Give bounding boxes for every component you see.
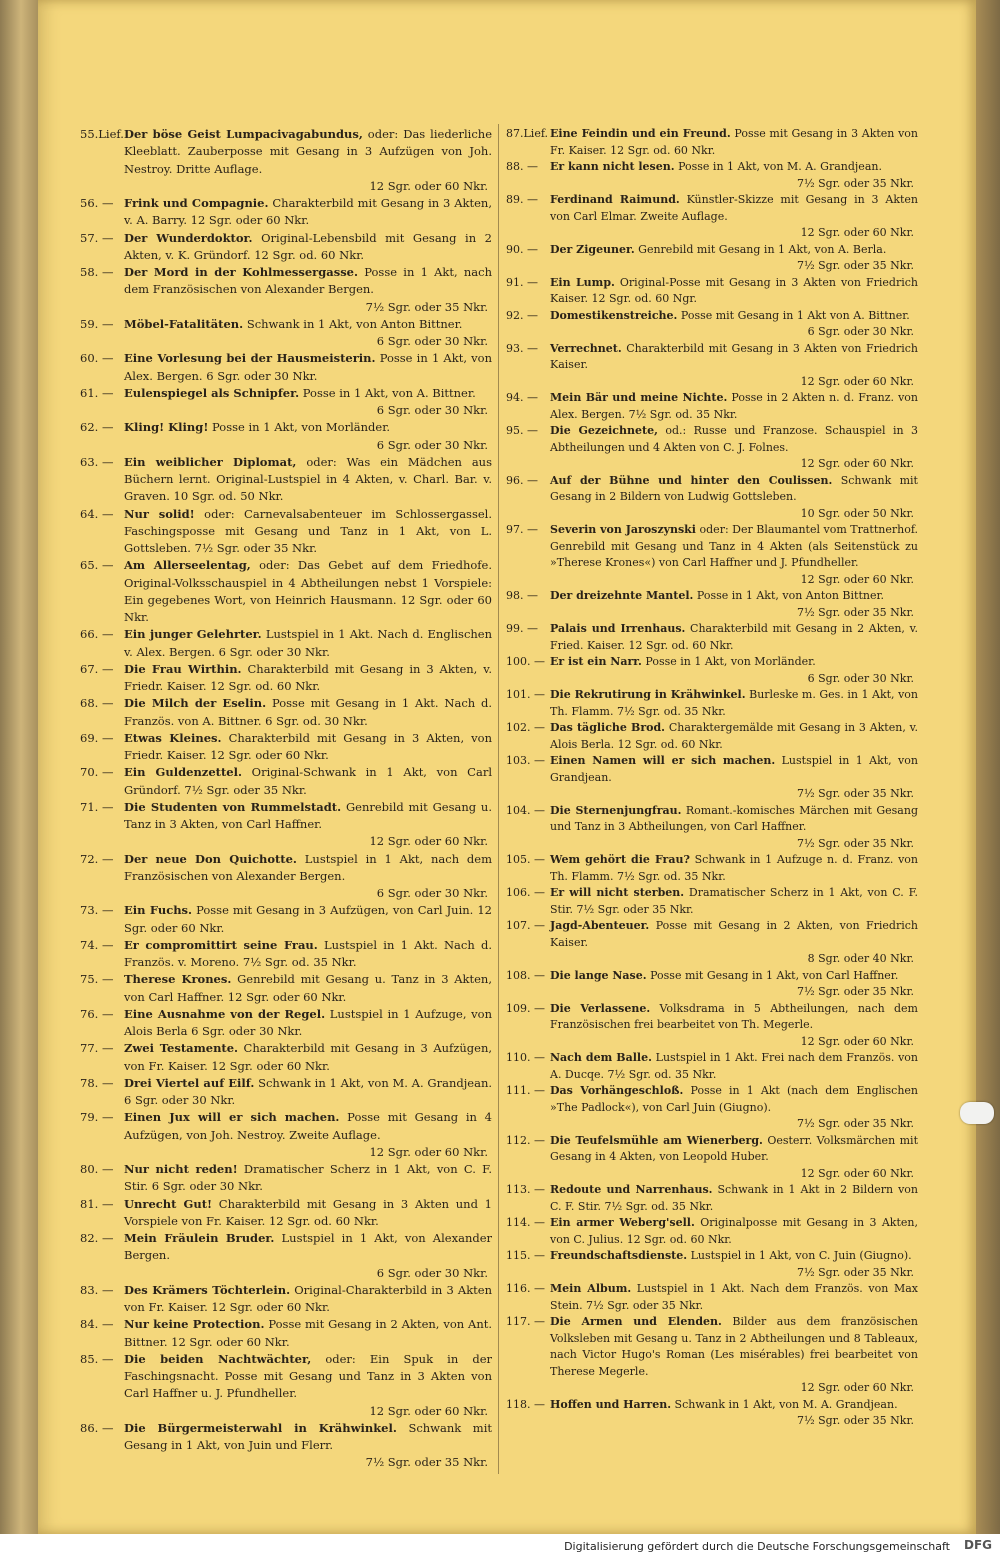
- entry-number: 101. —: [506, 688, 545, 701]
- entry-price: 8 Sgr. oder 40 Nkr.: [807, 952, 914, 965]
- entry-price: 7½ Sgr. oder 35 Nkr.: [796, 985, 914, 998]
- entry-number: 112. —: [506, 1133, 545, 1147]
- entry-number: 91. —: [506, 275, 538, 289]
- entry-price: 12 Sgr. oder 60 Nkr.: [369, 178, 488, 193]
- catalogue-entry: [506, 473, 918, 523]
- entry-description: Schwank in 1 Aufzuge n. d. Franz. von Th. Flamm. 7½ Sgr. od. 35 Nkr.: [550, 853, 919, 883]
- left-column: [80, 126, 492, 1472]
- entry-number: 118. —: [506, 1397, 545, 1411]
- catalogue-entry: [80, 799, 492, 851]
- entry-price: 6 Sgr. oder 30 Nkr.: [376, 886, 488, 900]
- entry-number: 58. —: [80, 265, 114, 279]
- catalogue-entry: [506, 1083, 918, 1133]
- entry-title: Er ist ein Narr.: [550, 655, 642, 668]
- entry-number: 108. —: [506, 968, 545, 982]
- catalogue-entry: [506, 159, 918, 192]
- entry-description: Lustspiel in 1 Akt, nach dem Französischen von Alexander Bergen.: [124, 851, 493, 883]
- right-column: [506, 126, 918, 1430]
- entry-price: 7½ Sgr. oder 35 Nkr.: [796, 787, 914, 800]
- entry-title: Die Bürgermeisterwahl in Krähwinkel.: [124, 1420, 397, 1435]
- entry-description: Schwank in 1 Akt, von M. A. Grandjean. 6 Sgr. oder 30 Nkr.: [124, 1075, 493, 1107]
- entry-number: 109. —: [506, 1001, 545, 1015]
- entry-title: Der Wunderdoktor.: [124, 230, 253, 245]
- entry-price: 6 Sgr. oder 30 Nkr.: [376, 1265, 488, 1280]
- entry-number: 81. —: [80, 1196, 114, 1211]
- entry-description: Dramatischer Scherz in 1 Akt, von C. F. Stir. 7½ Sgr. oder 35 Nkr.: [550, 886, 919, 916]
- entry-title: Die Sternenjungfrau.: [550, 803, 682, 817]
- entry-price: 6 Sgr. oder 30 Nkr.: [376, 403, 488, 417]
- entry-title: Die beiden Nachtwächter,: [124, 1351, 312, 1366]
- entry-description: Posse mit Gesang in 3 Akten von Fr. Kaiser. 12 Sgr. od. 60 Nkr.: [550, 127, 918, 157]
- entry-number: 60. —: [80, 351, 114, 366]
- entry-description: Original-Schwank in 1 Akt, von Carl Gründorf. 7½ Sgr. oder 35 Nkr.: [124, 765, 493, 797]
- catalogue-entry: [506, 687, 918, 720]
- entry-number: 75. —: [80, 972, 114, 987]
- entry-number: 61. —: [80, 385, 114, 400]
- entry-description: Schwank mit Gesang in 2 Bildern von Ludwig Gottsleben.: [550, 473, 918, 503]
- page-right-edge: [976, 0, 1000, 1534]
- entry-description: Lustspiel in 1 Akt, von Alexander Bergen.: [124, 1231, 493, 1263]
- entry-number: 111. —: [506, 1084, 545, 1097]
- entry-description: Lustspiel in 1 Akt. Nach d. Englischen v. Alex. Bergen. 6 Sgr. oder 30 Nkr.: [124, 627, 493, 659]
- entry-price: 6 Sgr. oder 30 Nkr.: [376, 334, 488, 348]
- entry-number: 59. —: [80, 316, 114, 331]
- entry-number: 88. —: [506, 160, 538, 173]
- entry-title: Die lange Nase.: [550, 968, 647, 982]
- entry-description: oder: Ein Spuk in der Faschingsnacht. Posse mit Gesang und Tanz in 3 Akten von Carl Haffner u. J. Pfundheller.: [124, 1351, 492, 1401]
- entry-description: Original-Posse mit Gesang in 3 Akten von Friedrich Kaiser. 12 Sgr. od. 60 Ngr.: [550, 275, 918, 305]
- entry-description: oder: Was ein Mädchen aus Büchern lernt. Original-Lustspiel in 4 Akten, v. Charl. Bar. v. Graven. 10 Sgr. od. 50 Nkr.: [124, 454, 492, 504]
- entry-price: 10 Sgr. oder 50 Nkr.: [800, 506, 914, 520]
- entry-title: Der dreizehnte Mantel.: [550, 589, 694, 602]
- entry-number: 117. —: [506, 1315, 545, 1328]
- entry-description: Posse mit Gesang in 2 Akten, von Friedrich Kaiser.: [550, 919, 918, 949]
- entry-description: Charakterbild mit Gesang in 3 Akten, v. Friedr. Kaiser. 12 Sgr. od. 60 Nkr.: [124, 661, 493, 693]
- entry-title: Mein Bär und meine Nichte.: [550, 391, 728, 404]
- entry-title: Die Gezeichnete,: [550, 424, 658, 437]
- entry-description: Lustspiel in 1 Akt. Nach d. Französ. v. Moreno. 7½ Sgr. od. 35 Nkr.: [124, 937, 492, 969]
- entry-description: Posse in 1 Akt (nach dem Englischen »The Padlock«), von Carl Juin (Giugno).: [550, 1084, 919, 1114]
- entry-title: Ferdinand Raimund.: [550, 193, 680, 206]
- entry-number: 69. —: [80, 730, 114, 745]
- entry-title: Die Teufelsmühle am Wienerberg.: [550, 1133, 763, 1147]
- entry-description: Charakterbild mit Gesang in 2 Akten, v. Fried. Kaiser. 12 Sgr. od. 60 Nkr.: [550, 622, 919, 652]
- entry-description: Posse in 1 Akt, von A. Bittner.: [302, 385, 476, 400]
- entry-number: 97. —: [506, 523, 538, 536]
- catalogue-entry: [506, 341, 918, 391]
- entry-title: Ein Fuchs.: [124, 903, 193, 918]
- catalogue-entry: [506, 588, 918, 621]
- entry-title: Der böse Geist Lumpacivagabundus,: [124, 127, 363, 141]
- catalogue-entry: [80, 971, 492, 1006]
- entry-price: 7½ Sgr. oder 35 Nkr.: [365, 299, 488, 314]
- entry-description: Oesterr. Volksmärchen mit Gesang in 4 Akten, von Leopold Huber.: [550, 1133, 918, 1163]
- entry-title: Einen Namen will er sich machen.: [550, 754, 776, 767]
- entry-description: Dramatischer Scherz in 1 Akt, von C. F. Stir. 6 Sgr. oder 30 Nkr.: [124, 1162, 493, 1194]
- entry-title: Eine Feindin und ein Freund.: [550, 127, 731, 140]
- catalogue-entry: [80, 937, 492, 972]
- entry-title: Des Krämers Töchterlein.: [124, 1282, 291, 1297]
- footer-credit: Digitalisierung gefördert durch die Deutsche Forschungsgemeinschaft: [564, 1540, 950, 1553]
- catalogue-entry: [80, 1316, 492, 1351]
- catalogue-entry: [80, 230, 492, 265]
- entry-description: Schwank mit Gesang in 1 Akt, von Juin und Flerr.: [124, 1420, 492, 1452]
- entry-title: Eulenspiegel als Schnipfer.: [124, 385, 300, 400]
- entry-title: Die Studenten von Rummelstadt.: [124, 799, 342, 814]
- entry-number: 56. —: [80, 196, 114, 210]
- entry-title: Wem gehört die Frau?: [550, 853, 690, 866]
- catalogue-entry: [80, 1109, 492, 1161]
- entry-number: 104. —: [506, 803, 545, 817]
- entry-number: 103. —: [506, 754, 545, 767]
- entry-title: Therese Krones.: [124, 972, 232, 987]
- catalogue-entry: [506, 852, 918, 885]
- catalogue-entry: [80, 1040, 492, 1075]
- entry-number: 68. —: [80, 696, 114, 711]
- entry-description: Posse in 1 Akt, nach dem Französischen von Alexander Bergen.: [124, 265, 492, 297]
- catalogue-entry: [506, 1248, 918, 1281]
- entry-number: 63. —: [80, 454, 114, 469]
- entry-price: 12 Sgr. oder 60 Nkr.: [800, 1034, 914, 1048]
- entry-title: Hoffen und Harren.: [550, 1397, 672, 1411]
- entry-title: Er kann nicht lesen.: [550, 160, 675, 173]
- entry-description: oder: Carnevalsabenteuer im Schlossergassel. Faschingsposse mit Gesang und Tanz in 1 Akt, von L. Gottsleben. 7½ Sgr. oder 35 Nkr.: [124, 506, 492, 555]
- entry-price: 12 Sgr. oder 60 Nkr.: [800, 457, 914, 470]
- entry-description: Schwank in 1 Akt in 2 Bildern von C. F. Stir. 7½ Sgr. od. 35 Nkr.: [550, 1183, 918, 1213]
- catalogue-entry: [506, 1050, 918, 1083]
- entry-number: 80. —: [80, 1162, 114, 1176]
- catalogue-entry: [506, 918, 918, 968]
- catalogue-entry: [506, 1215, 918, 1248]
- entry-title: Palais und Irrenhaus.: [550, 622, 686, 635]
- entry-number: 106. —: [506, 886, 545, 899]
- entry-price: 7½ Sgr. oder 35 Nkr.: [365, 1455, 488, 1470]
- entry-title: Eine Vorlesung bei der Hausmeisterin.: [124, 351, 376, 366]
- catalogue-entry: [506, 1281, 918, 1314]
- entry-price: 7½ Sgr. oder 35 Nkr.: [796, 605, 914, 619]
- catalogue-entry: [506, 1182, 918, 1215]
- catalogue-entry: [506, 390, 918, 423]
- entry-number: 85. —: [80, 1351, 114, 1366]
- entry-description: Lustspiel in 1 Akt. Nach dem Französ. von Max Stein. 7½ Sgr. oder 35 Nkr.: [550, 1282, 918, 1312]
- entry-title: Ein Guldenzettel.: [124, 765, 242, 780]
- entry-description: Posse in 1 Akt, von Morländer.: [212, 420, 391, 435]
- column-divider: [498, 124, 499, 1474]
- entry-title: Nur solid!: [124, 506, 195, 521]
- entry-number: 67. —: [80, 661, 114, 676]
- entry-description: Posse mit Gesang in 1 Akt, von Carl Haffner.: [650, 968, 899, 982]
- entry-number: 62. —: [80, 420, 114, 435]
- entry-number: 96. —: [506, 473, 538, 487]
- entry-description: Charakterbild mit Gesang in 3 Akten von Friedrich Kaiser.: [550, 341, 919, 371]
- entry-price: 7½ Sgr. oder 35 Nkr.: [796, 1265, 914, 1279]
- entry-price: 6 Sgr. oder 30 Nkr.: [376, 437, 488, 452]
- entry-title: Die Frau Wirthin.: [124, 661, 242, 676]
- entry-price: 12 Sgr. oder 60 Nkr.: [369, 834, 488, 849]
- entry-number: 93. —: [506, 341, 538, 355]
- entry-number: 57. —: [80, 230, 114, 245]
- entry-price: 7½ Sgr. oder 35 Nkr.: [796, 836, 914, 850]
- catalogue-entry: [80, 1161, 492, 1196]
- entry-description: od.: Russe und Franzose. Schauspiel in 3 Abtheilungen und 4 Akten von C. J. Folnes.: [550, 424, 919, 454]
- entry-price: 12 Sgr. oder 60 Nkr.: [800, 226, 914, 239]
- entry-title: Zwei Testamente.: [124, 1041, 239, 1056]
- entry-description: Charakterbild mit Gesang in 3 Akten, von Friedr. Kaiser. 12 Sgr. oder 60 Nkr.: [124, 730, 492, 762]
- catalogue-entry: [80, 264, 492, 316]
- entry-title: Domestikenstreiche.: [550, 308, 678, 322]
- entry-number: 105. —: [506, 853, 545, 866]
- entry-title: Einen Jux will er sich machen.: [124, 1110, 340, 1125]
- entry-number: 102. —: [506, 721, 545, 734]
- entry-description: oder: Das liederliche Kleeblatt. Zauberposse mit Gesang in 3 Aufzügen von Joh. Nestroy. Dritte Auflage.: [124, 127, 492, 176]
- catalogue-entry: [80, 695, 492, 730]
- entry-title: Die Milch der Eselin.: [124, 696, 267, 711]
- catalogue-entry: [506, 308, 918, 341]
- catalogue-entry: [506, 1001, 918, 1051]
- entry-number: 78. —: [80, 1075, 114, 1090]
- catalogue-entry: [80, 1351, 492, 1420]
- catalogue-entry: [80, 764, 492, 799]
- entry-description: Volksdrama in 5 Abtheilungen, nach dem Französischen frei bearbeitet von Th. Megerle.: [550, 1001, 918, 1031]
- catalogue-entry: [80, 419, 492, 454]
- catalogue-entry: [80, 626, 492, 661]
- entry-title: Unrecht Gut!: [124, 1196, 213, 1211]
- entry-price: 12 Sgr. oder 60 Nkr.: [800, 572, 914, 586]
- entry-description: Genrebild mit Gesang u. Tanz in 3 Akten, von Carl Haffner. 12 Sgr. oder 60 Nkr.: [124, 972, 492, 1004]
- entry-title: Jagd-Abenteuer.: [550, 919, 650, 932]
- catalogue-entry: [80, 316, 492, 351]
- entry-description: Romant.-komisches Märchen mit Gesang und Tanz in 3 Abtheilungen, von Carl Haffner.: [550, 803, 918, 833]
- entry-number: 84. —: [80, 1317, 114, 1332]
- entry-title: Er will nicht sterben.: [550, 886, 685, 899]
- entry-description: Lustspiel in 1 Akt, von C. Juin (Giugno).: [690, 1249, 912, 1262]
- catalogue-entry: [80, 902, 492, 937]
- catalogue-entry: [80, 506, 492, 558]
- catalogue-entry: [80, 557, 492, 626]
- entry-number: 55.Lief.: [80, 127, 124, 141]
- entry-description: Posse in 1 Akt, von Morländer.: [645, 655, 816, 668]
- entry-number: 70. —: [80, 765, 114, 780]
- entry-title: Redoute und Narrenhaus.: [550, 1183, 713, 1196]
- entry-title: Nur keine Protection.: [124, 1317, 265, 1332]
- catalogue-entry: [80, 1282, 492, 1317]
- entry-description: Posse mit Gesang in 1 Akt von A. Bittner.: [680, 308, 910, 322]
- entry-description: Original-Charakterbild in 3 Akten von Fr. Kaiser. 12 Sgr. oder 60 Nkr.: [124, 1282, 493, 1314]
- entry-description: Posse in 2 Akten n. d. Franz. von Alex. Bergen. 7½ Sgr. od. 35 Nkr.: [550, 391, 919, 421]
- book-spine-edge: [0, 0, 38, 1560]
- catalogue-entry: [506, 1133, 918, 1183]
- entry-title: Das tägliche Brod.: [550, 721, 666, 734]
- entry-number: 82. —: [80, 1231, 114, 1245]
- entry-number: 99. —: [506, 622, 538, 635]
- entry-title: Der Mord in der Kohlmessergasse.: [124, 265, 358, 279]
- entry-number: 71. —: [80, 799, 114, 814]
- entry-price: 12 Sgr. oder 60 Nkr.: [369, 1403, 488, 1418]
- entry-description: Lustspiel in 1 Akt, von Grandjean.: [550, 754, 918, 784]
- entry-title: Mein Fräulein Bruder.: [124, 1231, 275, 1245]
- entry-title: Er compromittirt seine Frau.: [124, 937, 318, 952]
- entry-number: 72. —: [80, 851, 114, 866]
- entry-title: Drei Viertel auf Eilf.: [124, 1075, 255, 1090]
- catalogue-entry: [506, 275, 918, 308]
- entry-number: 95. —: [506, 424, 538, 437]
- catalogue-entry: [506, 753, 918, 803]
- catalogue-entry: [506, 522, 918, 588]
- catalogue-entry: [80, 851, 492, 903]
- entry-price: 12 Sgr. oder 60 Nkr.: [369, 1144, 488, 1159]
- catalogue-entry: [80, 1075, 492, 1110]
- catalogue-entry: [506, 654, 918, 687]
- entry-description: oder: Das Gebet auf dem Friedhofe. Original-Volksschauspiel in 4 Abtheilungen nebst 1 Vorspiele: Ein gegebenes Wort, von Heinrich Hausmann. 12 Sgr. oder 60 Nkr.: [124, 558, 492, 624]
- entry-description: oder: Der Blaumantel vom Trattnerhof. Genrebild mit Gesang und Tanz in 4 Akten (als Seitenstück zu »Therese Krones«) von Carl Haffner und J. Pfundheller.: [550, 523, 919, 569]
- entry-number: 94. —: [506, 391, 538, 404]
- entry-number: 115. —: [506, 1249, 545, 1262]
- entry-title: Ein weiblicher Diplomat,: [124, 454, 297, 469]
- catalogue-entry: [506, 126, 918, 159]
- catalogue-entry: [80, 661, 492, 696]
- entry-number: 116. —: [506, 1282, 545, 1295]
- entry-number: 110. —: [506, 1051, 545, 1064]
- entry-number: 74. —: [80, 937, 114, 952]
- entry-number: 98. —: [506, 589, 538, 602]
- entry-title: Kling! Kling!: [124, 420, 209, 435]
- entry-title: Verrechnet.: [550, 341, 622, 355]
- entry-description: Posse in 1 Akt, von M. A. Grandjean.: [678, 160, 882, 173]
- entry-number: 83. —: [80, 1282, 114, 1297]
- entry-title: Möbel-Fatalitäten.: [124, 316, 244, 331]
- entry-number: 64. —: [80, 506, 114, 521]
- entry-description: Charakterbild mit Gesang in 3 Akten und 1 Vorspiele von Fr. Kaiser. 12 Sgr. od. 60 Nkr.: [124, 1196, 492, 1228]
- entry-title: Auf der Bühne und hinter den Coulissen.: [550, 473, 833, 487]
- entry-description: Posse mit Gesang in 4 Aufzügen, von Joh. Nestroy. Zweite Auflage.: [124, 1110, 492, 1142]
- catalogue-entry: [80, 1420, 492, 1472]
- entry-description: Schwank in 1 Akt, von M. A. Grandjean.: [674, 1397, 898, 1411]
- catalogue-entry: [80, 730, 492, 765]
- entry-title: Frink und Compagnie.: [124, 196, 269, 210]
- entry-number: 66. —: [80, 627, 114, 642]
- entry-description: Lustspiel in 1 Akt. Frei nach dem Französ. von A. Ducqe. 7½ Sgr. od. 35 Nkr.: [550, 1051, 918, 1081]
- entry-number: 65. —: [80, 558, 114, 573]
- entry-number: 79. —: [80, 1110, 114, 1125]
- catalogue-entry: [80, 1006, 492, 1041]
- entry-title: Etwas Kleines.: [124, 730, 222, 745]
- entry-description: Bilder aus dem französischen Volksleben mit Gesang u. Tanz in 2 Abtheilungen und 8 Tableaux, nach Victor Hugo's Roman (Les misérables) frei bearbeitet von Therese Megerle.: [550, 1315, 919, 1378]
- entry-title: Ein Lump.: [550, 275, 615, 289]
- entry-description: Original-Lebensbild mit Gesang in 2 Akten, v. K. Gründorf. 12 Sgr. od. 60 Nkr.: [124, 230, 492, 262]
- entry-description: Lustspiel in 1 Aufzuge, von Alois Berla 6 Sgr. oder 30 Nkr.: [124, 1006, 492, 1038]
- entry-number: 87.Lief.: [506, 127, 549, 140]
- entry-description: Schwank in 1 Akt, von Anton Bittner.: [246, 316, 463, 331]
- entry-number: 113. —: [506, 1183, 545, 1196]
- entry-price: 6 Sgr. oder 30 Nkr.: [807, 325, 914, 338]
- entry-price: 12 Sgr. oder 60 Nkr.: [800, 1166, 914, 1180]
- entry-description: Posse mit Gesang in 2 Akten, von Ant. Bittner. 12 Sgr. oder 60 Nkr.: [124, 1317, 493, 1349]
- entry-number: 76. —: [80, 1006, 114, 1021]
- catalogue-entry: [80, 350, 492, 385]
- catalogue-entry: [80, 454, 492, 506]
- bookmark-tab: [960, 1102, 994, 1124]
- catalogue-entry: [506, 621, 918, 654]
- catalogue-entry: [506, 1397, 918, 1430]
- entry-title: Die Rekrutirung in Krähwinkel.: [550, 688, 746, 701]
- entry-description: Genrebild mit Gesang in 1 Akt, von A. Berla.: [638, 242, 887, 256]
- catalogue-entry: [80, 385, 492, 420]
- entry-title: Nach dem Balle.: [550, 1051, 652, 1064]
- entry-title: Ein armer Weberg'sell.: [550, 1216, 695, 1229]
- entry-number: 92. —: [506, 308, 538, 322]
- entry-title: Mein Album.: [550, 1282, 632, 1295]
- entry-price: 6 Sgr. oder 30 Nkr.: [807, 671, 914, 685]
- catalogue-entry: [506, 192, 918, 242]
- entry-title: Der neue Don Quichotte.: [124, 851, 297, 866]
- entry-title: Am Allerseelentag,: [124, 558, 251, 573]
- entry-title: Eine Ausnahme von der Regel.: [124, 1006, 326, 1021]
- catalogue-entry: [80, 126, 492, 195]
- entry-description: Charakterbild mit Gesang in 3 Aufzügen, von Fr. Kaiser. 12 Sgr. oder 60 Nkr.: [124, 1041, 492, 1073]
- entry-description: Posse mit Gesang in 3 Aufzügen, von Carl Juin. 12 Sgr. oder 60 Nkr.: [124, 903, 492, 935]
- entry-price: 12 Sgr. oder 60 Nkr.: [800, 374, 914, 388]
- entry-title: Ein junger Gelehrter.: [124, 627, 262, 642]
- entry-title: Das Vorhängeschloß.: [550, 1084, 684, 1097]
- entry-title: Die Armen und Elenden.: [550, 1315, 722, 1328]
- entry-title: Nur nicht reden!: [124, 1162, 238, 1176]
- catalogue-entry: [506, 885, 918, 918]
- entry-price: 7½ Sgr. oder 35 Nkr.: [796, 259, 914, 272]
- catalogue-entry: [80, 1196, 492, 1231]
- entry-description: Künstler-Skizze mit Gesang in 3 Akten von Carl Elmar. Zweite Auflage.: [550, 193, 918, 223]
- entry-price: 7½ Sgr. oder 35 Nkr.: [796, 1117, 914, 1130]
- catalogue-entry: [506, 1314, 918, 1397]
- catalogue-entry: [80, 195, 492, 230]
- catalogue-entry: [506, 720, 918, 753]
- catalogue-entry: [506, 803, 918, 853]
- entry-title: Severin von Jaroszynski: [550, 523, 696, 536]
- entry-description: Posse in 1 Akt, von Anton Bittner.: [696, 589, 885, 602]
- entry-price: 12 Sgr. oder 60 Nkr.: [800, 1381, 914, 1394]
- catalogue-entry: [506, 968, 918, 1001]
- entry-number: 77. —: [80, 1041, 114, 1056]
- entry-title: Die Verlassene.: [550, 1001, 651, 1015]
- entry-price: 7½ Sgr. oder 35 Nkr.: [796, 1414, 914, 1427]
- entry-description: Charakterbild mit Gesang in 3 Akten, v. A. Barry. 12 Sgr. oder 60 Nkr.: [124, 196, 492, 228]
- entry-description: Charaktergemälde mit Gesang in 3 Akten, v. Alois Berla. 12 Sgr. od. 60 Nkr.: [550, 721, 919, 751]
- entry-description: Genrebild mit Gesang u. Tanz in 3 Akten, von Carl Haffner.: [124, 799, 492, 831]
- catalogue-entry: [506, 423, 918, 473]
- entry-number: 89. —: [506, 193, 538, 206]
- entry-description: Burleske m. Ges. in 1 Akt, von Th. Flamm. 7½ Sgr. od. 35 Nkr.: [550, 688, 919, 718]
- entry-number: 90. —: [506, 242, 538, 256]
- entry-description: Posse mit Gesang in 1 Akt. Nach d. Französ. von A. Bittner. 6 Sgr. od. 30 Nkr.: [124, 696, 493, 728]
- entry-price: 7½ Sgr. oder 35 Nkr.: [796, 176, 914, 190]
- entry-number: 114. —: [506, 1216, 545, 1229]
- entry-description: Originalposse mit Gesang in 3 Akten, von C. Julius. 12 Sgr. od. 60 Nkr.: [550, 1216, 918, 1246]
- entry-number: 73. —: [80, 903, 114, 918]
- entry-number: 107. —: [506, 919, 545, 932]
- entry-title: Freundschaftsdienste.: [550, 1249, 688, 1262]
- entry-description: Posse in 1 Akt, von Alex. Bergen. 6 Sgr. oder 30 Nkr.: [124, 351, 492, 383]
- entry-title: Der Zigeuner.: [550, 242, 635, 256]
- catalogue-entry: [506, 242, 918, 275]
- entry-number: 100. —: [506, 655, 545, 668]
- dfg-logo: DFG: [963, 1538, 992, 1552]
- catalogue-entry: [80, 1230, 492, 1282]
- entry-number: 86. —: [80, 1420, 114, 1435]
